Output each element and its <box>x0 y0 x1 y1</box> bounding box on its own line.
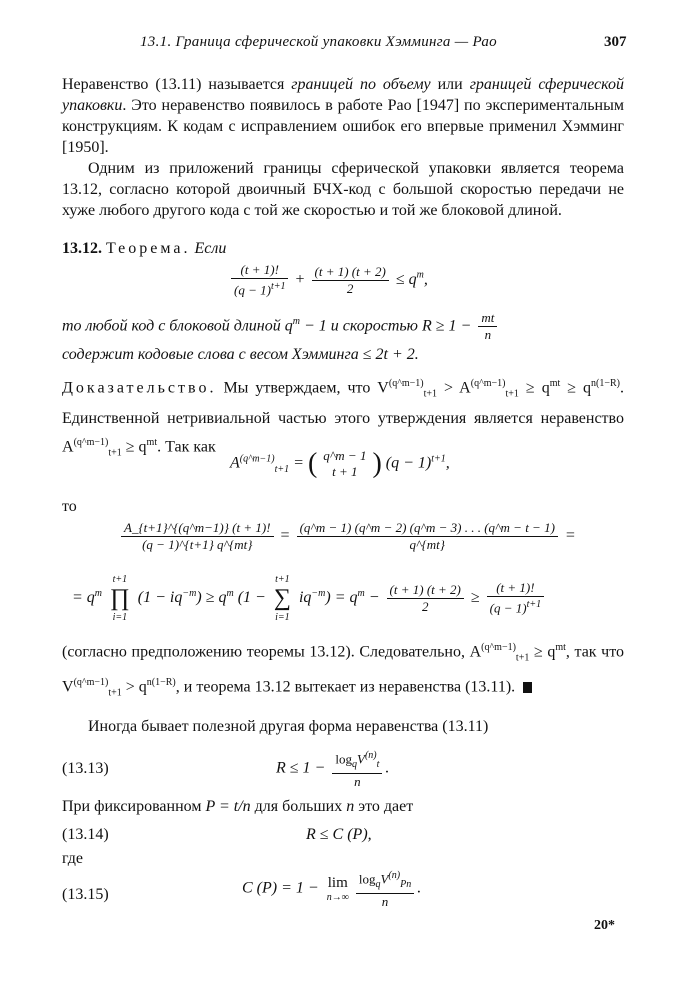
exponent: m <box>292 316 300 327</box>
theorem-statement <box>62 310 624 367</box>
equals: = <box>280 527 290 545</box>
fraction <box>231 262 288 298</box>
text: , так что V <box>62 643 625 695</box>
denominator: 2 <box>421 599 429 614</box>
numerator <box>356 868 414 894</box>
limit-operator <box>327 875 349 903</box>
exponent: (q^m−1) <box>470 378 506 389</box>
running-title: 13.1. Граница сферической упаковки Хэмминга — Рао <box>140 34 497 50</box>
paragraph-2: Одним из приложений границы сферической упаковки является теорема 13.12, согласно которой двоичный БЧХ-код с большой скоростью передачи не хуже любого другого кода с той же скоростью и той же блоковой длиной. <box>62 160 624 219</box>
term-volume-bound: границей по объему <box>291 76 431 93</box>
product-operator <box>110 574 130 623</box>
log: log <box>335 751 352 767</box>
product-sign: ∏ <box>110 585 130 611</box>
signature-mark: 20* <box>594 918 615 933</box>
exponent: m <box>226 587 234 599</box>
text: или <box>430 76 470 93</box>
lower-limit: i=1 <box>275 612 290 623</box>
text: − 1 и скоростью R ≥ 1 − <box>299 317 476 335</box>
numerator: (t + 1)! <box>231 262 288 279</box>
math: P = t/n <box>205 798 251 815</box>
fraction <box>487 580 544 616</box>
text: Неравенство (13.11) называется <box>62 76 292 93</box>
equals: = <box>564 527 576 545</box>
log-base: q <box>375 878 381 890</box>
upper-limit: t+1 <box>112 574 128 585</box>
exponent: t+1 <box>431 453 446 465</box>
binomial-bottom: t + 1 <box>332 464 358 479</box>
denominator <box>231 279 288 298</box>
equation-13-14: R ≤ C (P), <box>306 826 372 843</box>
numerator: (t + 1)! <box>487 580 544 597</box>
binomial-top: q^m − 1 <box>323 448 367 463</box>
denominator: 2 <box>346 280 354 296</box>
text: ) ≥ q <box>196 589 227 607</box>
denominator <box>487 597 544 616</box>
term-sphere-packing-bound: границей сферической упаковки <box>62 76 624 114</box>
comma: , <box>445 454 450 472</box>
upper-limit: t+1 <box>275 574 290 585</box>
binomial <box>320 448 369 480</box>
equation-label-13-15: (13.15) <box>62 886 109 903</box>
denominator: n <box>381 893 389 909</box>
exponent: (q^m−1) <box>73 436 109 448</box>
subscript: t+1 <box>515 652 530 664</box>
running-header <box>0 30 683 60</box>
text: . Единственной нетривиальной частью этого утверждения является неравенство A <box>62 379 625 455</box>
exponent: (q^m−1) <box>481 642 516 653</box>
numerator: (q^m − 1) (q^m − 2) (q^m − 3) . . . (q^m − t − 1) <box>297 520 558 537</box>
equals: = <box>289 454 308 472</box>
text: Мы утверждаем, что V <box>216 379 389 397</box>
equation-13-15 <box>242 868 421 910</box>
theorem-heading <box>62 238 624 259</box>
equation-label-13-14: (13.14) <box>62 826 109 843</box>
den-base: (q − 1) <box>234 282 271 298</box>
equation-hypothesis <box>228 262 428 298</box>
den-base: (q − 1) <box>489 600 527 616</box>
numerator <box>332 748 382 774</box>
period: . <box>417 879 422 897</box>
text: содержит кодовые слова с весом Хэмминга ≤ 2t + 2. <box>62 346 419 364</box>
exponent: (q^m−1) <box>73 676 109 688</box>
exponent: n(1−R) <box>146 676 176 688</box>
text: ≥ q <box>121 437 147 455</box>
fraction <box>332 748 382 790</box>
lhs: A <box>230 454 240 472</box>
theorem-word: Теорема. <box>106 240 191 257</box>
rhs-exponent: m <box>416 269 424 281</box>
exponent: m <box>94 587 103 599</box>
text: > A <box>437 379 471 397</box>
subscript: t <box>376 758 380 770</box>
text: для больших <box>250 798 347 815</box>
fraction <box>356 868 414 910</box>
numerator: mt <box>478 310 497 327</box>
denominator: n <box>484 327 492 343</box>
subscript: Pn <box>400 878 412 890</box>
text: . Так как <box>157 437 216 455</box>
paren: ( <box>307 448 318 479</box>
paragraph-other-form: Иногда бывает полезной другая форма неравенства (13.11) <box>88 718 489 735</box>
text: − <box>364 589 384 607</box>
text: При фиксированном <box>62 798 206 815</box>
fraction <box>121 520 274 553</box>
page-number: 307 <box>604 34 627 50</box>
period: . <box>385 759 390 777</box>
exponent: mt <box>555 642 566 653</box>
subscript: t+1 <box>423 388 438 400</box>
exponent: m <box>357 587 365 599</box>
text: iq <box>298 589 312 607</box>
comma: , <box>423 270 428 288</box>
exponent: −m <box>311 587 326 599</box>
text: C (P) = 1 − <box>242 879 323 897</box>
text: (согласно предположению теоремы 13.12). Следовательно, A <box>62 643 482 661</box>
text: , и теорема 13.12 вытекает из неравенства (13.11). <box>175 677 516 695</box>
equation-13-13 <box>276 748 389 790</box>
numerator: (t + 1) (t + 2) <box>387 582 464 599</box>
fraction <box>387 582 464 615</box>
exponent: (n) <box>388 870 401 881</box>
text: . Это неравенство появилось в работе Рао [1947] по экспериментальным конструкциям. К кодам с исправлением ошибок его впервые применил Хэмминг [1950]. <box>62 97 624 156</box>
exponent: −m <box>182 587 197 599</box>
fraction <box>312 264 389 297</box>
sum-sign: ∑ <box>273 585 291 611</box>
text: > q <box>121 677 147 695</box>
fraction <box>478 310 497 343</box>
word-to: то <box>62 498 77 515</box>
volume: V <box>380 871 389 887</box>
den-exponent: t+1 <box>270 281 286 292</box>
paragraph-fixed-p <box>36 796 598 817</box>
theorem-number: 13.12. <box>62 240 102 257</box>
log-base: q <box>351 758 357 770</box>
rhs: ≤ q <box>395 270 417 288</box>
paren: ) <box>372 448 382 479</box>
plus: + <box>295 270 305 288</box>
exponent: mt <box>146 436 158 448</box>
denominator: (q − 1)^{t+1} q^{mt} <box>142 537 253 552</box>
text: (1 − iq <box>137 589 183 607</box>
proof-word: Доказательство. <box>62 379 217 397</box>
denominator: q^{mt} <box>409 537 445 552</box>
math: n <box>346 798 355 815</box>
text: это дает <box>354 798 414 815</box>
word-where: где <box>62 850 84 867</box>
subscript: t+1 <box>108 687 122 699</box>
text: (1 − <box>233 589 270 607</box>
lhs-superscript: (q^m−1) <box>239 453 275 465</box>
text: = q <box>72 589 95 607</box>
text: ≥ q <box>518 379 550 397</box>
exponent: (n) <box>364 750 377 761</box>
factor: (q − 1) <box>381 454 432 472</box>
lim-subscript: n→∞ <box>326 891 349 903</box>
den-exponent: t+1 <box>526 599 542 611</box>
equation-product <box>72 574 547 623</box>
equation-binomial <box>230 448 450 480</box>
numerator: A_{t+1}^{(q^m−1)} (t + 1)! <box>121 520 274 537</box>
text: то любой код с блоковой длиной q <box>62 317 293 335</box>
paragraph-conclusion <box>62 636 624 705</box>
exponent: (q^m−1) <box>388 378 424 389</box>
subscript: t+1 <box>505 388 519 400</box>
lhs-subscript: t+1 <box>274 463 290 475</box>
text: R ≤ 1 − <box>276 759 330 777</box>
equation-label-13-13: (13.13) <box>62 760 109 777</box>
subscript: t+1 <box>108 447 122 459</box>
theorem-lead: Если <box>194 240 227 257</box>
log: log <box>358 871 376 887</box>
sum-operator <box>274 574 291 623</box>
equation-ratio <box>118 520 576 553</box>
text: ≥ <box>470 589 484 607</box>
exponent: mt <box>549 378 561 389</box>
exponent: n(1−R) <box>591 378 621 389</box>
qed-square-icon <box>523 682 532 693</box>
text: ≥ q <box>560 379 592 397</box>
lim: lim <box>327 874 348 891</box>
numerator: (t + 1) (t + 2) <box>312 264 389 281</box>
volume: V <box>356 751 365 767</box>
paragraph-1 <box>62 74 624 158</box>
text: ) = q <box>325 589 358 607</box>
denominator: n <box>354 773 361 789</box>
fraction <box>297 520 558 553</box>
text: ≥ q <box>529 643 556 661</box>
lower-limit: i=1 <box>112 612 128 623</box>
